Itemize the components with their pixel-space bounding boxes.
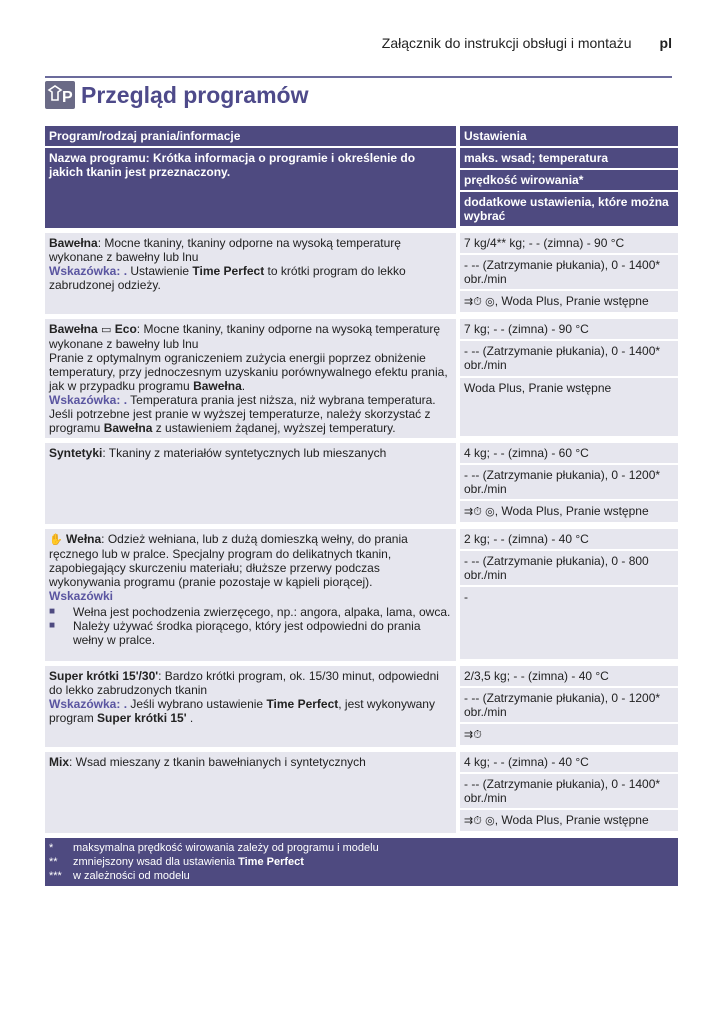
- table-header-row-2: [45, 148, 678, 170]
- footnote-text: maksymalna prędkość wirowania zależy od programu i modelu: [73, 842, 379, 854]
- title-block: [45, 80, 308, 110]
- setting-load-temp: 7 kg/4** kg; - - (zimna) - 90 °C: [456, 233, 678, 255]
- table-row: [45, 319, 678, 341]
- footnotes-row: [45, 838, 678, 886]
- header-col-program: Program/rodzaj prania/informacje: [45, 126, 456, 148]
- tip-text: z ustawieniem żądanej, wyższej temperatury.: [152, 421, 396, 435]
- setting-load-temp: 2/3,5 kg; - - (zimna) - 40 °C: [456, 666, 678, 688]
- setting-extras-text: , Woda Plus, Pranie wstępne: [494, 813, 649, 827]
- eco-label: Eco: [114, 322, 137, 336]
- setting-load-temp: 7 kg; - - (zimna) - 90 °C: [456, 319, 678, 341]
- header-text: Załącznik do instrukcji obsługi i montażu: [381, 35, 632, 51]
- program-ref: Bawełna: [193, 379, 242, 393]
- program-desc-text: : Wsad mieszany z tkanin bawełnianych i syntetycznych: [69, 755, 366, 769]
- setting-spin: - -- (Zatrzymanie płukania), 0 - 1400* obr./min: [456, 341, 678, 378]
- program-name: Super krótki 15'/30': [49, 669, 159, 683]
- program-description: [45, 529, 456, 661]
- stain-icon: ◎: [485, 505, 495, 518]
- tip-bold: Time Perfect: [266, 697, 339, 711]
- tip-label: Wskazówka: .: [49, 697, 128, 711]
- program-description: [45, 752, 456, 833]
- program-name: Bawełna: [49, 322, 98, 336]
- program-desc-text: Pranie z optymalnym ograniczeniem zużycia energii poprzez obniżenie temperatury, przy jednoczesnym uzyskaniu porównywalnego efektu prania, jak w przypadku programu: [49, 351, 448, 393]
- eco-icon: ▭: [101, 323, 112, 336]
- program-desc-text: .: [241, 379, 246, 393]
- tips-label: Wskazówki: [49, 589, 114, 603]
- program-description: [45, 233, 456, 314]
- setting-spin: - -- (Zatrzymanie płukania), 0 - 1200* obr./min: [456, 688, 678, 724]
- program-name: Syntetyki: [49, 446, 103, 460]
- footnote-text: w zależności od modelu: [73, 870, 190, 882]
- setting-extras: -: [456, 587, 678, 661]
- time-perfect-icon: ⇉⏱: [464, 728, 482, 741]
- footnotes: [45, 838, 678, 886]
- table-row: [45, 529, 678, 551]
- program-table: [45, 126, 678, 886]
- table-header-row-1: [45, 126, 678, 148]
- stain-icon: ◎: [485, 295, 495, 308]
- tip-bold: Super krótki 15': [97, 711, 187, 725]
- footnote-text: zmniejszony wsad dla ustawienia: [73, 856, 236, 868]
- setting-extras: [456, 810, 678, 833]
- program-name: Wełna: [66, 532, 102, 546]
- footnote-symbol: *: [49, 842, 54, 854]
- table-row: [45, 666, 678, 688]
- tip-text: Ustawienie: [127, 264, 193, 278]
- svg-text:P: P: [62, 89, 73, 106]
- footnote-symbol: **: [49, 856, 58, 868]
- tip-text: , jest wykonywany program: [49, 697, 435, 725]
- setting-extras: [456, 724, 678, 747]
- program-description: [45, 443, 456, 524]
- footnote: [49, 855, 674, 869]
- header-spin: prędkość wirowania*: [456, 170, 678, 192]
- setting-spin: - -- (Zatrzymanie płukania), 0 - 1400* obr./min: [456, 774, 678, 810]
- language-code: pl: [659, 35, 672, 51]
- wool-handwash-icon: ✋: [49, 533, 63, 546]
- program-desc-text: : Tkaniny z materiałów syntetycznych lub mieszanych: [102, 446, 387, 460]
- tips-list: [49, 605, 452, 647]
- list-item: ■ Wełna jest pochodzenia zwierzęcego, np.: angora, alpaka, lama, owca.: [49, 605, 452, 619]
- setting-extras: [456, 291, 678, 314]
- setting-load-temp: 4 kg; - - (zimna) - 60 °C: [456, 443, 678, 465]
- header-extra-options: dodatkowe ustawienia, które można wybrać: [456, 192, 678, 228]
- tip-text: .: [186, 711, 194, 725]
- setting-extras: Woda Plus, Pranie wstępne: [456, 378, 678, 438]
- stain-icon: ◎: [485, 814, 495, 827]
- tip-label: Wskazówka: .: [49, 264, 128, 278]
- setting-extras-text: , Woda Plus, Pranie wstępne: [494, 504, 649, 518]
- footnote-symbol: ***: [49, 870, 62, 882]
- header-load-temp: maks. wsad; temperatura: [456, 148, 678, 170]
- program-name: Mix: [49, 755, 70, 769]
- tip-text: Temperatura prania jest niższa, niż wybrana temperatura. Jeśli potrzebne jest pranie w wyższej temperaturze, należy skorzystać z programu: [49, 393, 436, 435]
- time-perfect-icon: ⇉⏱: [464, 505, 482, 518]
- list-item: ■ Należy używać środka piorącego, który jest odpowiedni do prania wełny w pralce.: [49, 619, 452, 647]
- program-overview-icon: [45, 81, 75, 109]
- footnote: [49, 841, 674, 855]
- program-desc-text: : Mocne tkaniny, tkaniny odporne na wysoką temperaturę wykonane z bawełny lub lnu: [49, 322, 441, 351]
- tip-bold: Time Perfect: [192, 264, 265, 278]
- tip-text: to krótki program do lekko zabrudzonej odzieży.: [49, 264, 406, 292]
- tip-label: Wskazówka: .: [49, 393, 128, 407]
- footnote: [49, 869, 674, 883]
- time-perfect-icon: ⇉⏱: [464, 814, 482, 827]
- setting-extras: [456, 501, 678, 524]
- table-row: [45, 233, 678, 255]
- program-desc-text: : Bardzo krótki program, ok. 15/30 minut, odpowiedni do lekko zabrudzonych tkanin: [49, 669, 439, 697]
- table-row: [45, 752, 678, 774]
- program-name: Bawełna: [49, 236, 98, 250]
- header-program-info: Nazwa programu: Krótka informacja o programie i określenie do jakich tkanin jest przeznaczony.: [45, 148, 456, 228]
- setting-load-temp: 4 kg; - - (zimna) - 40 °C: [456, 752, 678, 774]
- setting-spin: - -- (Zatrzymanie płukania), 0 - 1200* obr./min: [456, 465, 678, 501]
- setting-spin: - -- (Zatrzymanie płukania), 0 - 800 obr./min: [456, 551, 678, 587]
- header-divider: [45, 76, 672, 78]
- tip-text: Jeśli wybrano ustawienie: [127, 697, 267, 711]
- table-row: [45, 443, 678, 465]
- header-col-settings: Ustawienia: [456, 126, 678, 148]
- setting-extras-text: , Woda Plus, Pranie wstępne: [494, 294, 649, 308]
- setting-load-temp: 2 kg; - - (zimna) - 40 °C: [456, 529, 678, 551]
- program-desc-text: : Mocne tkaniny, tkaniny odporne na wysoką temperaturę wykonane z bawełny lub lnu: [49, 236, 401, 264]
- tip-bold: Bawełna: [103, 421, 153, 435]
- page-header: [382, 35, 672, 51]
- time-perfect-icon: ⇉⏱: [464, 295, 482, 308]
- setting-spin: - -- (Zatrzymanie płukania), 0 - 1400* obr./min: [456, 255, 678, 291]
- page-title: Przegląd programów: [81, 81, 309, 108]
- program-description: [45, 666, 456, 747]
- program-desc-text: : Odzież wełniana, lub z dużą domieszką wełny, do prania ręcznego lub w pralce. Specjalny program do delikatnych tkanin, zapobiegający skurczeniu materiału; dłuższe przerwy podczas wykonywania programu (pranie pozostaje w kąpieli piorącej).: [49, 532, 408, 589]
- footnote-bold: Time Perfect: [238, 856, 304, 868]
- program-description: [45, 319, 456, 438]
